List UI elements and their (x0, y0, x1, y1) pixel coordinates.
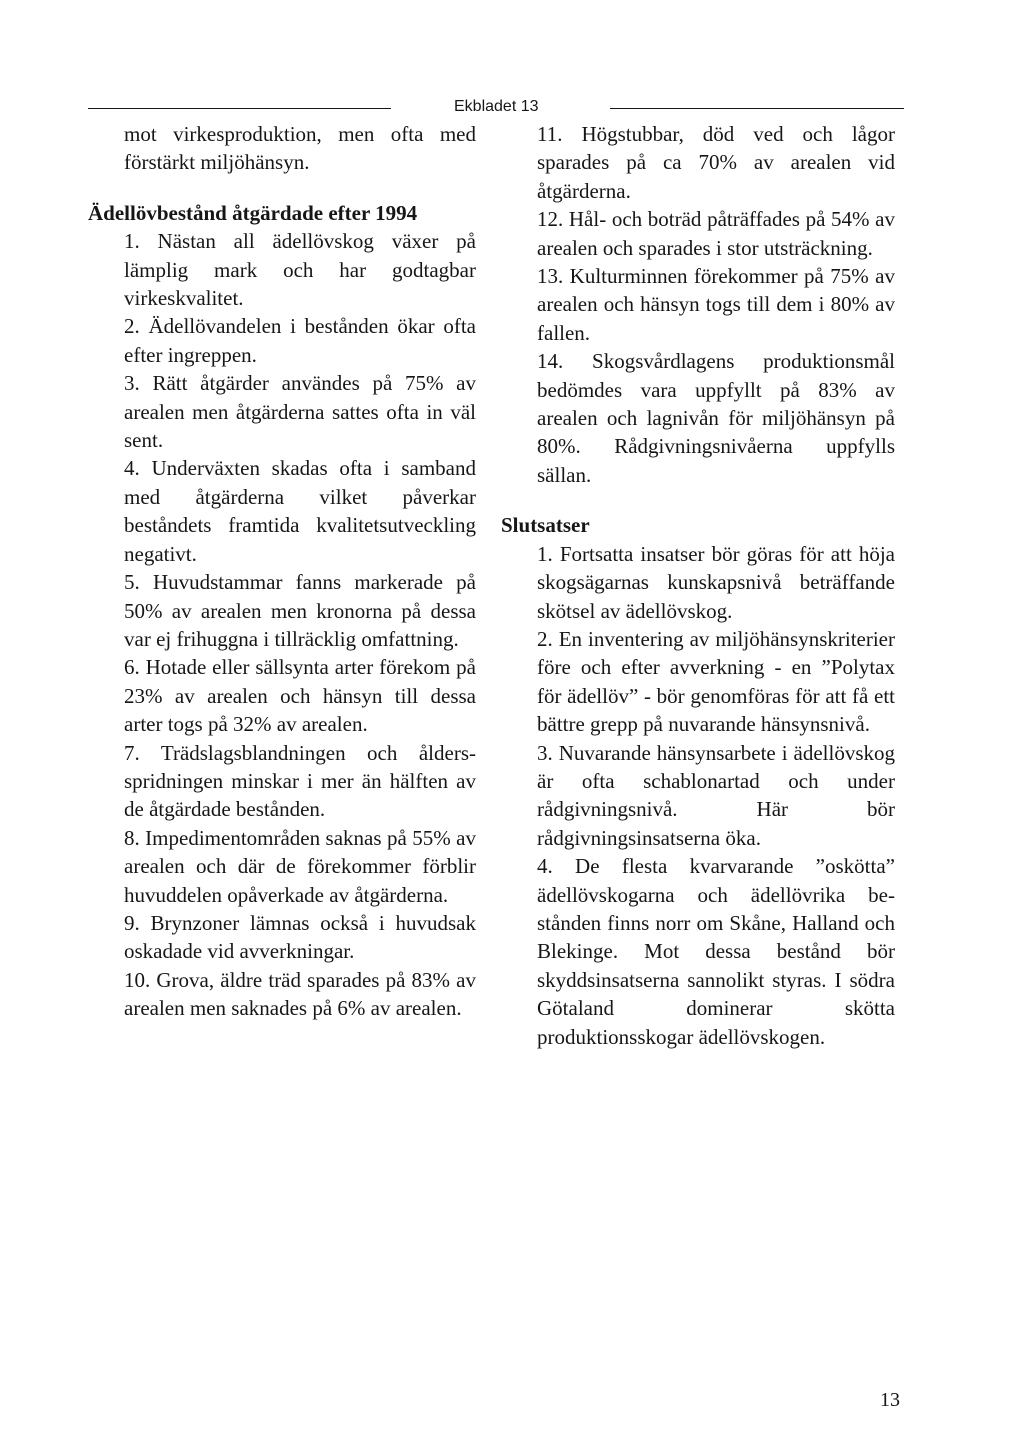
running-head: Ekbladet 13 (454, 98, 539, 115)
page-header (88, 97, 904, 119)
intro-paragraph: mot virkesproduktion, men ofta med förstärkt miljöhänsyn. (124, 122, 476, 175)
list-item: 6. Hotade eller sällsynta arter förekom på 23% av arealen och hänsyn till dessa arter togs på 32% av arealen. (124, 655, 476, 737)
conclusion-item: 1. Fortsatta insatser bör göras för att höja skogsägarnas kunskapsnivå beträffande skötsel av ädellövskog. (537, 541, 895, 623)
list-item: 2. Ädellövandelen i bestånden ökar ofta efter ingreppen. (124, 314, 476, 367)
list-item: 12. Hål- och boträd påträffades på 54% av arealen och sparades i stor utsträckning. (537, 207, 895, 260)
section-heading-adellov: Ädellövbestånd åtgärdade efter 1994 (88, 200, 418, 225)
conclusion-item: 4. De flesta kvarvarande ”oskötta” ädellövskogarna och ädellövrika bestånden finns norr om Skåne, Halland och Blekinge. Mot dessa bestånd bör skyddsinsatserna sannolikt styras. I södra Götaland dominerar skötta produktionsskogar ädellövskogen. (537, 854, 895, 1049)
header-rule-left (88, 108, 391, 109)
header-rule-right (610, 108, 904, 109)
left-column (88, 120, 476, 1023)
list-item: 8. Impedimentområden saknas på 55% av arealen och där de förekommer förblir huvuddelen opåverkade av åtgärderna. (124, 825, 476, 907)
page-number: 13 (880, 1389, 900, 1411)
list-item: 13. Kulturminnen förekommer på 75% av arealen och hänsyn togs till dem i 80% av fallen. (537, 264, 895, 345)
list-item: 14. Skogsvårdlagens produktionsmål bedömdes vara uppfyllt på 83% av arealen och lagnivån för miljöhänsyn på 80%. Rådgivningsnivåerna uppfylls sällan. (537, 349, 895, 487)
list-item: 11. Högstubbar, död ved och lågor sparades på ca 70% av arealen vid åtgärderna. (537, 122, 895, 203)
list-item: 9. Brynzoner lämnas också i huvudsak oskadade vid avverkningar. (124, 910, 476, 964)
list-item: 3. Rätt åtgärder användes på 75% av arealen men åtgärderna sattes ofta in väl sent. (124, 371, 476, 453)
section-heading-slutsatser: Slutsatser (501, 513, 590, 538)
right-column (501, 120, 895, 1051)
list-item: 1. Nästan all ädellövskog växer på lämplig mark och har godtagbar virkeskvalitet. (124, 229, 476, 311)
conclusion-item: 3. Nuvarande hänsynsarbete i ädellövskog är ofta schablonartad och under rådgivningsnivå. Här bör rådgivningsinsatserna öka. (537, 740, 895, 850)
list-item: 5. Huvudstammar fanns markerade på 50% av arealen men kronorna på dessa var ej frihuggna i tillräcklig omfattning. (124, 570, 476, 651)
conclusion-item: 2. En inventering av miljöhänsynskriterier före och efter avverkning - en ”Polytax för ädellöv” - bör genomföras för att få ett bättre grepp på nuvarande hänsynsnivå. (537, 626, 895, 737)
list-item: 10. Grova, äldre träd sparades på 83% av arealen men saknades på 6% av arealen. (124, 967, 476, 1021)
list-item: 4. Underväxten skadas ofta i samband med åtgärderna vilket påverkar beståndets framtida kvalitetsutveckling negativt. (124, 456, 476, 566)
list-item: 7. Trädslagsblandningen och åldersspridningen minskar i mer än hälften av de åtgärdade bestånden. (124, 740, 476, 822)
